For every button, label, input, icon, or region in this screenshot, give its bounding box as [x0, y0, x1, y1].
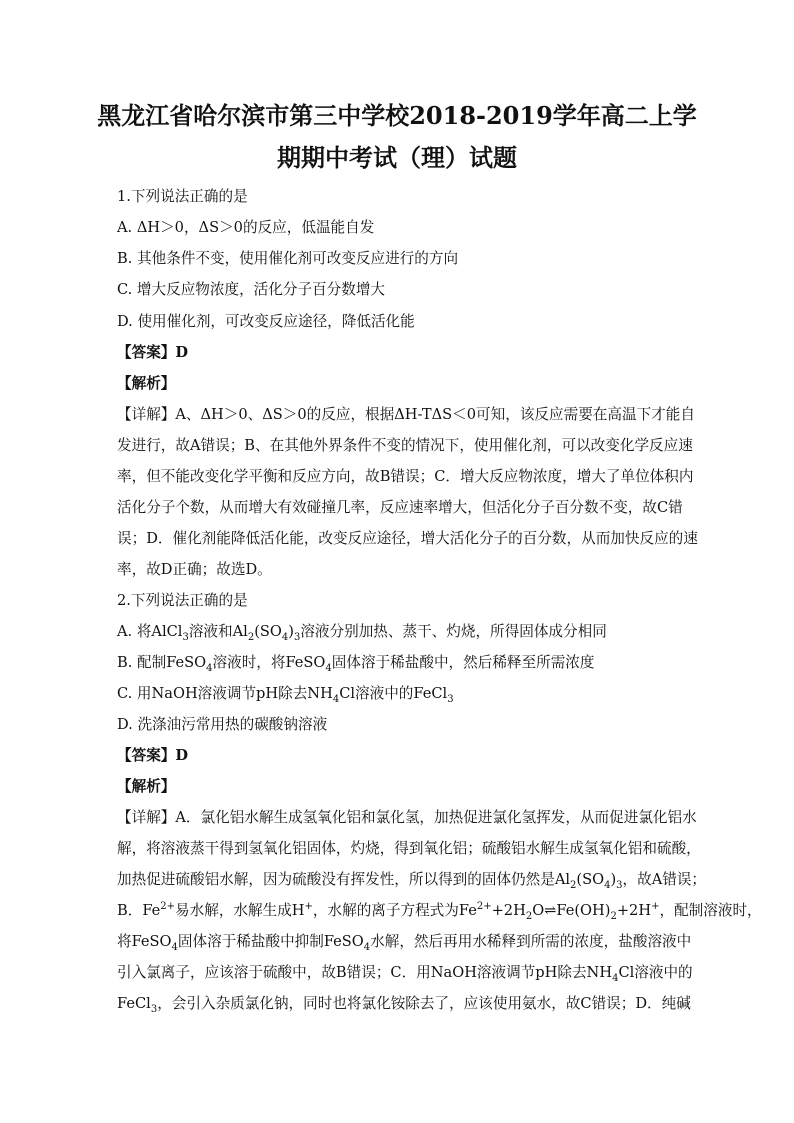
q1-option-b: B. 其他条件不变，使用催化剂可改变反应进行的方向	[117, 250, 459, 267]
q2-option-b: B. 配制FeSO$_4$溶液时，将FeSO$_4$固体溶于稀盐酸中，然后稀释至所需浓度	[117, 654, 595, 674]
q1-answer: 【答案】D	[117, 344, 189, 361]
q1-option-a: A. ΔH＞0，ΔS＞0的反应，低温能自发	[117, 219, 375, 236]
q1-detail-line: 【详解】A、ΔH＞0、ΔS＞0的反应，根据ΔH-TΔS＜0可知，该反应需要在高温下才能自	[117, 406, 695, 423]
q2-analysis-heading: 【解析】	[117, 778, 176, 795]
q1-detail-line: 误；D．催化剂能降低活化能，改变反应途径，增大活化分子的百分数，从而加快反应的速	[117, 530, 698, 547]
q1-analysis-heading: 【解析】	[117, 375, 176, 392]
q1-option-d: D. 使用催化剂，可改变反应途径，降低活化能	[117, 313, 415, 330]
q1-detail-line: 率，但不能改变化学平衡和反应方向，故B错误；C．增大反应物浓度，增大了单位体积内	[117, 468, 694, 485]
q1-detail-line: 发进行，故A错误；B、在其他外界条件不变的情况下，使用催化剂，可以改变化学反应速	[117, 437, 693, 454]
q2-detail-line: 【详解】A．氯化铝水解生成氢氧化铝和氯化氢，加热促进氯化氢挥发，从而促进氯化铝水	[117, 809, 697, 826]
q2-option-c: C. 用NaOH溶液调节pH除去$NH_4Cl$溶液中的FeCl$_3$	[117, 685, 454, 705]
q1-detail-line: 活化分子个数，从而增大有效碰撞几率，反应速率增大，但活化分子百分数不变，故C错	[117, 499, 683, 516]
document-title-line-2: 期期中考试（理）试题	[277, 143, 517, 172]
q2-detail-line: FeCl$_3$，会引入杂质氯化钠，同时也将氯化铵除去了，应该使用氨水，故C错误；D．纯碱	[117, 995, 691, 1015]
q2-option-d: D. 洗涤油污常用热的碳酸钠溶液	[117, 716, 328, 733]
q2-detail-line: 将FeSO$_4$固体溶于稀盐酸中抑制FeSO$_4$水解，然后再用水稀释到所需的浓度，盐酸溶液中	[117, 933, 692, 953]
q2-detail-line: 解，将溶液蒸干得到氢氧化铝固体，灼烧，得到氧化铝；硫酸铝水解生成氢氧化铝和硫酸，	[117, 840, 701, 857]
q1-stem: 1.下列说法正确的是	[117, 188, 248, 205]
q2-detail-line: B．$Fe^{2+}$易水解，水解生成H+，水解的离子方程式为$Fe^{2+}+2H_2O\rightleftharpoons Fe(OH)_2+2H^+$，配制溶液时，	[117, 901, 762, 922]
q2-answer: 【答案】D	[117, 747, 189, 764]
q2-detail-line: 引入氯离子，应该溶于硫酸中，故B错误；C．用NaOH溶液调节pH除去$NH_4Cl$溶液中的	[117, 964, 693, 984]
q2-option-a: A. 将AlCl$_3$溶液和$Al_2(SO_4)_3$溶液分别加热、蒸干、灼烧，所得固体成分相同	[117, 623, 607, 643]
q1-option-c: C. 增大反应物浓度，活化分子百分数增大	[117, 281, 386, 298]
q2-stem: 2.下列说法正确的是	[117, 592, 248, 609]
q1-detail-line: 率，故D正确；故选D。	[117, 561, 272, 578]
q2-detail-line: 加热促进硫酸铝水解，因为硫酸没有挥发性，所以得到的固体仍然是$Al_2(SO_4)_3$，故A错误；	[117, 871, 707, 891]
document-title-line-1: 黑龙江省哈尔滨市第三中学校2018-2019学年高二上学	[97, 101, 697, 130]
